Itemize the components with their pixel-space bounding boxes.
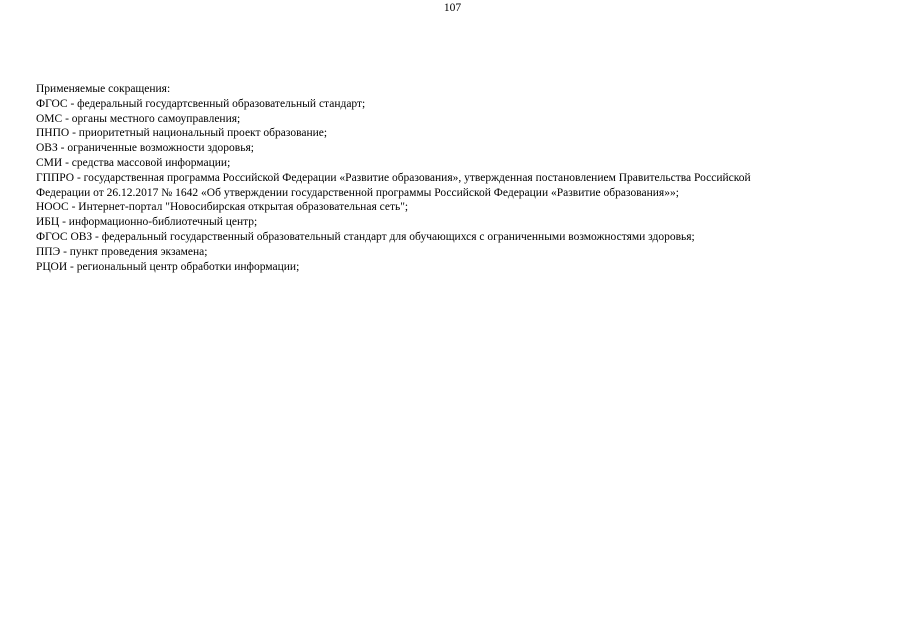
- section-heading: Применяемые сокращения:: [36, 83, 171, 95]
- abbreviation-line: РЦОИ - региональный центр обработки информации;: [36, 260, 300, 273]
- abbreviations-section: [36, 82, 856, 274]
- abbreviation-line: СМИ - средства массовой информации;: [36, 156, 231, 169]
- abbreviation-line: ОВЗ - ограниченные возможности здоровья;: [36, 142, 254, 155]
- abbreviation-line: ПНПО - приоритетный национальный проект образование;: [36, 127, 328, 140]
- abbreviation-line: НООС - Интернет-портал "Новосибирская открытая образовательная сеть";: [36, 201, 409, 214]
- abbreviation-line: ФГОС - федеральный государтсвенный образовательный стандарт;: [36, 97, 366, 110]
- page-number: 107: [443, 2, 462, 14]
- abbreviation-line: ФГОС ОВЗ - федеральный государственный образовательный стандарт для обучающихся с ограниченными возможностями здоровья;: [36, 230, 695, 243]
- abbreviation-line: ИБЦ - информационно-библиотечный центр;: [36, 216, 258, 229]
- abbreviation-line: ОМС - органы местного самоуправления;: [36, 112, 241, 125]
- abbreviation-line: Федерации от 26.12.2017 № 1642 «Об утверждении государственной программы Российской Федерации «Развитие образования»»;: [36, 186, 679, 199]
- abbreviation-line: ГППРО - государственная программа Российской Федерации «Развитие образования», утвержденная постановлением Правительства Российской: [36, 171, 751, 184]
- abbreviation-line: ППЭ - пункт проведения экзамена;: [36, 245, 208, 258]
